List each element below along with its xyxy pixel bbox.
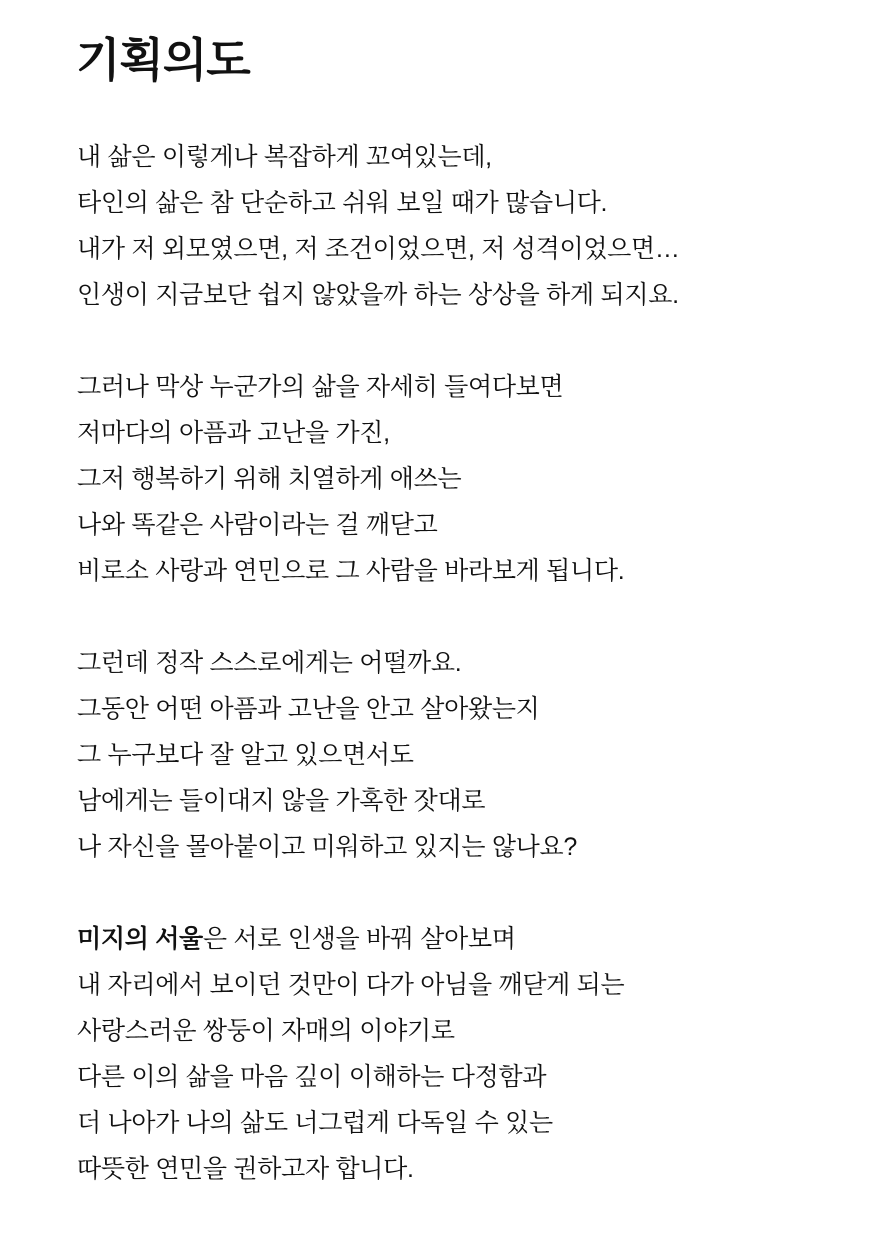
text-line: 나 자신을 몰아붙이고 미워하고 있지는 않나요?: [77, 833, 577, 861]
text-line: 내 삶은 이렇게나 복잡하게 꼬여있는데,: [77, 143, 492, 171]
text-line: 그동안 어떤 아픔과 고난을 안고 살아왔는지: [77, 695, 540, 723]
text-line: [77, 916, 857, 962]
text-line: 비로소 사랑과 연민으로 그 사람을 바라보게 됩니다.: [77, 557, 625, 585]
text-span: 은 서로 인생을 바꿔 살아보며: [202, 925, 516, 953]
text-line: 그저 행복하기 위해 치열하게 애쓰는: [77, 465, 462, 493]
text-line: 그러나 막상 누군가의 삶을 자세히 들여다보면: [77, 373, 564, 401]
paragraph-1: [77, 134, 857, 318]
text-line: 인생이 지금보단 쉽지 않았을까 하는 상상을 하게 되지요.: [77, 281, 679, 309]
text-line: 사랑스러운 쌍둥이 자매의 이야기로: [77, 1017, 455, 1045]
page-title: 기획의도: [76, 34, 250, 86]
text-line: 타인의 삶은 참 단순하고 쉬워 보일 때가 많습니다.: [77, 189, 608, 217]
text-line: 더 나아가 나의 삶도 너그럽게 다독일 수 있는: [77, 1109, 553, 1137]
text-line: 그런데 정작 스스로에게는 어떨까요.: [77, 649, 462, 677]
text-line: 남에게는 들이대지 않을 가혹한 잣대로: [77, 787, 486, 815]
text-line: 따뜻한 연민을 권하고자 합니다.: [77, 1155, 414, 1183]
show-title-emphasis: 미지의 서울: [77, 925, 203, 953]
text-line: 내가 저 외모였으면, 저 조건이었으면, 저 성격이었으면…: [77, 235, 680, 263]
text-line: 나와 똑같은 사람이라는 걸 깨닫고: [77, 511, 438, 539]
text-line: 내 자리에서 보이던 것만이 다가 아님을 깨닫게 되는: [77, 971, 625, 999]
text-line: 그 누구보다 잘 알고 있으면서도: [77, 741, 414, 769]
document-body: [77, 134, 857, 1238]
paragraph-3: [77, 640, 857, 870]
paragraph-2: [77, 364, 857, 594]
paragraph-4: [77, 916, 857, 1192]
text-line: 저마다의 아픔과 고난을 가진,: [77, 419, 390, 447]
text-line: 다른 이의 삶을 마음 깊이 이해하는 다정함과: [77, 1063, 547, 1091]
